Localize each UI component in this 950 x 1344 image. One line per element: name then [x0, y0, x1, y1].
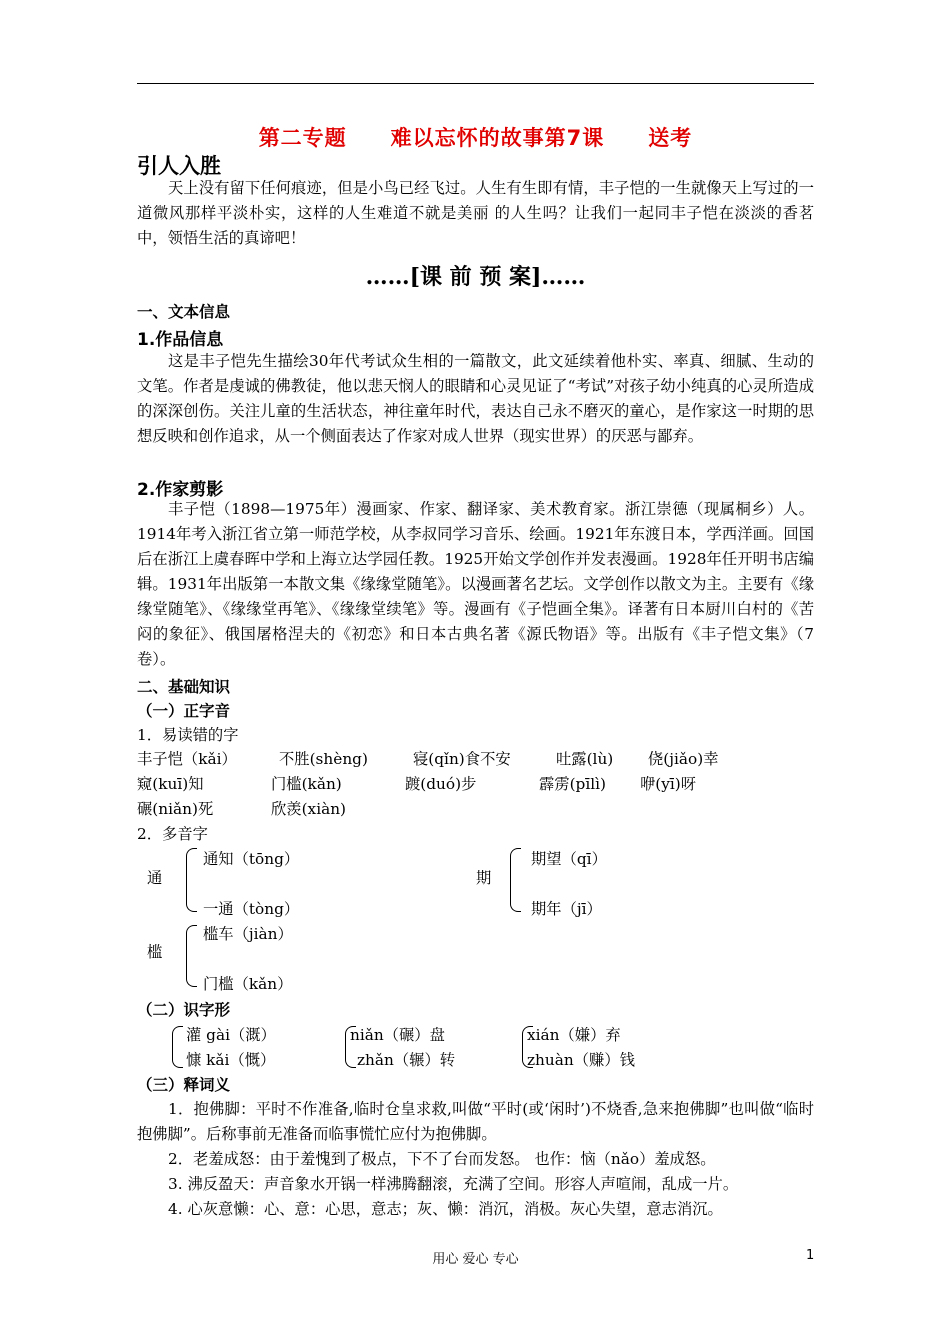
pron-word: 侥(jiǎo)幸: [648, 750, 719, 768]
pron-word: 踱(duó)步: [405, 775, 477, 793]
polyphone-reading: 期望（qī）: [531, 850, 607, 868]
glyph-item: niǎn（碾）盘: [350, 1026, 445, 1044]
polyphone-reading: 门槛（kǎn）: [203, 975, 293, 993]
section-banner: ……[课 前 预 案]……: [365, 264, 586, 290]
part1-heading: 一、文本信息: [137, 303, 231, 321]
pron-word: 窥(kuī)知: [137, 775, 204, 793]
brace-icon: [186, 925, 197, 987]
work-info-heading: 1.作品信息: [137, 330, 224, 350]
polyphone-reading: 期年（jī）: [531, 900, 602, 918]
glyph-item: xián（嫌）弃: [527, 1026, 621, 1044]
pronunciation-heading: （一）正字音: [137, 702, 231, 720]
easy-misread-label: 1．易读错的字: [137, 726, 239, 744]
page-number: 1: [806, 1248, 815, 1263]
pron-word: 吐露(lù): [556, 750, 614, 768]
polyphone-reading: 一通（tòng）: [203, 900, 300, 918]
definition-item: 3. 沸反盈天：声音象水开锅一样沸腾翻滚，充满了空间。形容人声喧闹，乱成一片。: [168, 1175, 739, 1193]
glyph-item: zhuàn（赚）钱: [527, 1051, 635, 1069]
pron-word: 门槛(kǎn): [271, 775, 342, 793]
pron-word: 碾(niǎn)死: [137, 800, 214, 818]
brace-icon: [172, 1026, 183, 1068]
polyphone-reading: 通知（tōng）: [203, 850, 300, 868]
intro-heading: 引人入胜: [137, 154, 221, 178]
pron-word: 寝(qǐn)食不安: [413, 750, 511, 768]
polyphone-char: 通: [147, 869, 163, 887]
footer-text: 用心 爱心 专心: [432, 1252, 519, 1267]
pron-word: 霹雳(pīlì): [539, 775, 606, 793]
polyphone-label: 2．多音字: [137, 825, 208, 843]
definition-item: 2．老羞成怒：由于羞愧到了极点，下不了台而发怒。 也作：恼（nǎo）羞成怒。: [168, 1150, 716, 1168]
author-paragraph: 丰子恺（1898—1975年）漫画家、作家、翻译家、美术教育家。浙江崇德（现属桐乡）人。1914年考入浙江省立第一师范学校，从李叔同学习音乐、绘画。1921年东渡日本，学西洋画。回国后在浙江上虞春晖中学和上海立达学园任教。1925开始文学创作并发表漫画。1928年任开明书店编辑。1931年出版第一本散文集《缘缘堂随笔》。以漫画著名艺坛。文学创作以散文为主。主要有《缘缘堂随笔》、《缘缘堂再笔》、《缘缘堂续笔》等。漫画有《子恺画全集》。译著有日本厨川白村的《苦闷的象征》、俄国屠格涅夫的《初恋》和日本古典名著《源氏物语》等。出版有《丰子恺文集》（7卷）。: [137, 500, 814, 668]
header-rule: [137, 83, 814, 84]
pron-word: 咿(yī)呀: [640, 775, 697, 793]
pron-word: 欣羡(xiàn): [271, 800, 347, 818]
author-heading: 2.作家剪影: [137, 480, 224, 500]
pron-word: 不胜(shèng): [279, 750, 368, 768]
polyphone-char: 槛: [147, 943, 163, 961]
brace-icon: [186, 848, 197, 912]
polyphone-char: 期: [476, 869, 492, 887]
intro-paragraph: 天上没有留下任何痕迹，但是小鸟已经飞过。人生有生即有情，丰子恺的一生就像天上写过的一道微风那样平淡朴实，这样的人生难道不就是美丽 的人生吗？让我们一起同丰子恺在淡淡的香茗中，领悟生活的真谛吧！: [137, 179, 814, 247]
definition-item: 1．抱佛脚：平时不作准备,临时仓皇求救,叫做“平时(或‘闲时’)不烧香,急来抱佛脚”也叫做“临时抱佛脚”。后称事前无准备而临事慌忙应付为抱佛脚。: [137, 1100, 814, 1143]
glyph-item: 慷 kǎi（慨）: [186, 1051, 276, 1069]
glyph-item: 灌 gài（溉）: [186, 1026, 276, 1044]
polyphone-reading: 槛车（jiàn）: [203, 925, 293, 943]
work-info-paragraph: 这是丰子恺先生描绘30年代考试众生相的一篇散文，此文延续着他朴实、率真、细腻、生动的文笔。作者是虔诚的佛教徒，他以悲天悯人的眼睛和心灵见证了“考试”对孩子幼小纯真的心灵所造成的深深创伤。关注儿童的生活状态，神往童年时代，表达自己永不磨灭的童心，是作家这一时期的思想反映和创作追求，从一个侧面表达了作家对成人世界（现实世界）的厌恶与鄙弃。: [137, 352, 814, 445]
part2-heading: 二、基础知识: [137, 678, 231, 696]
pron-word: 丰子恺（kǎi）: [137, 750, 237, 768]
definition-item: 4. 心灰意懒：心、意：心思，意志；灰、懒：消沉，消极。灰心失望，意志消沉。: [168, 1200, 723, 1218]
page-title: 第二专题 难以忘怀的故事第7课 送考: [258, 126, 693, 150]
brace-icon: [510, 848, 521, 912]
glyph-heading: （二）识字形: [137, 1001, 231, 1019]
glyph-item: zhǎn（辗）转: [357, 1051, 456, 1069]
meaning-heading: （三）释词义: [137, 1076, 231, 1094]
